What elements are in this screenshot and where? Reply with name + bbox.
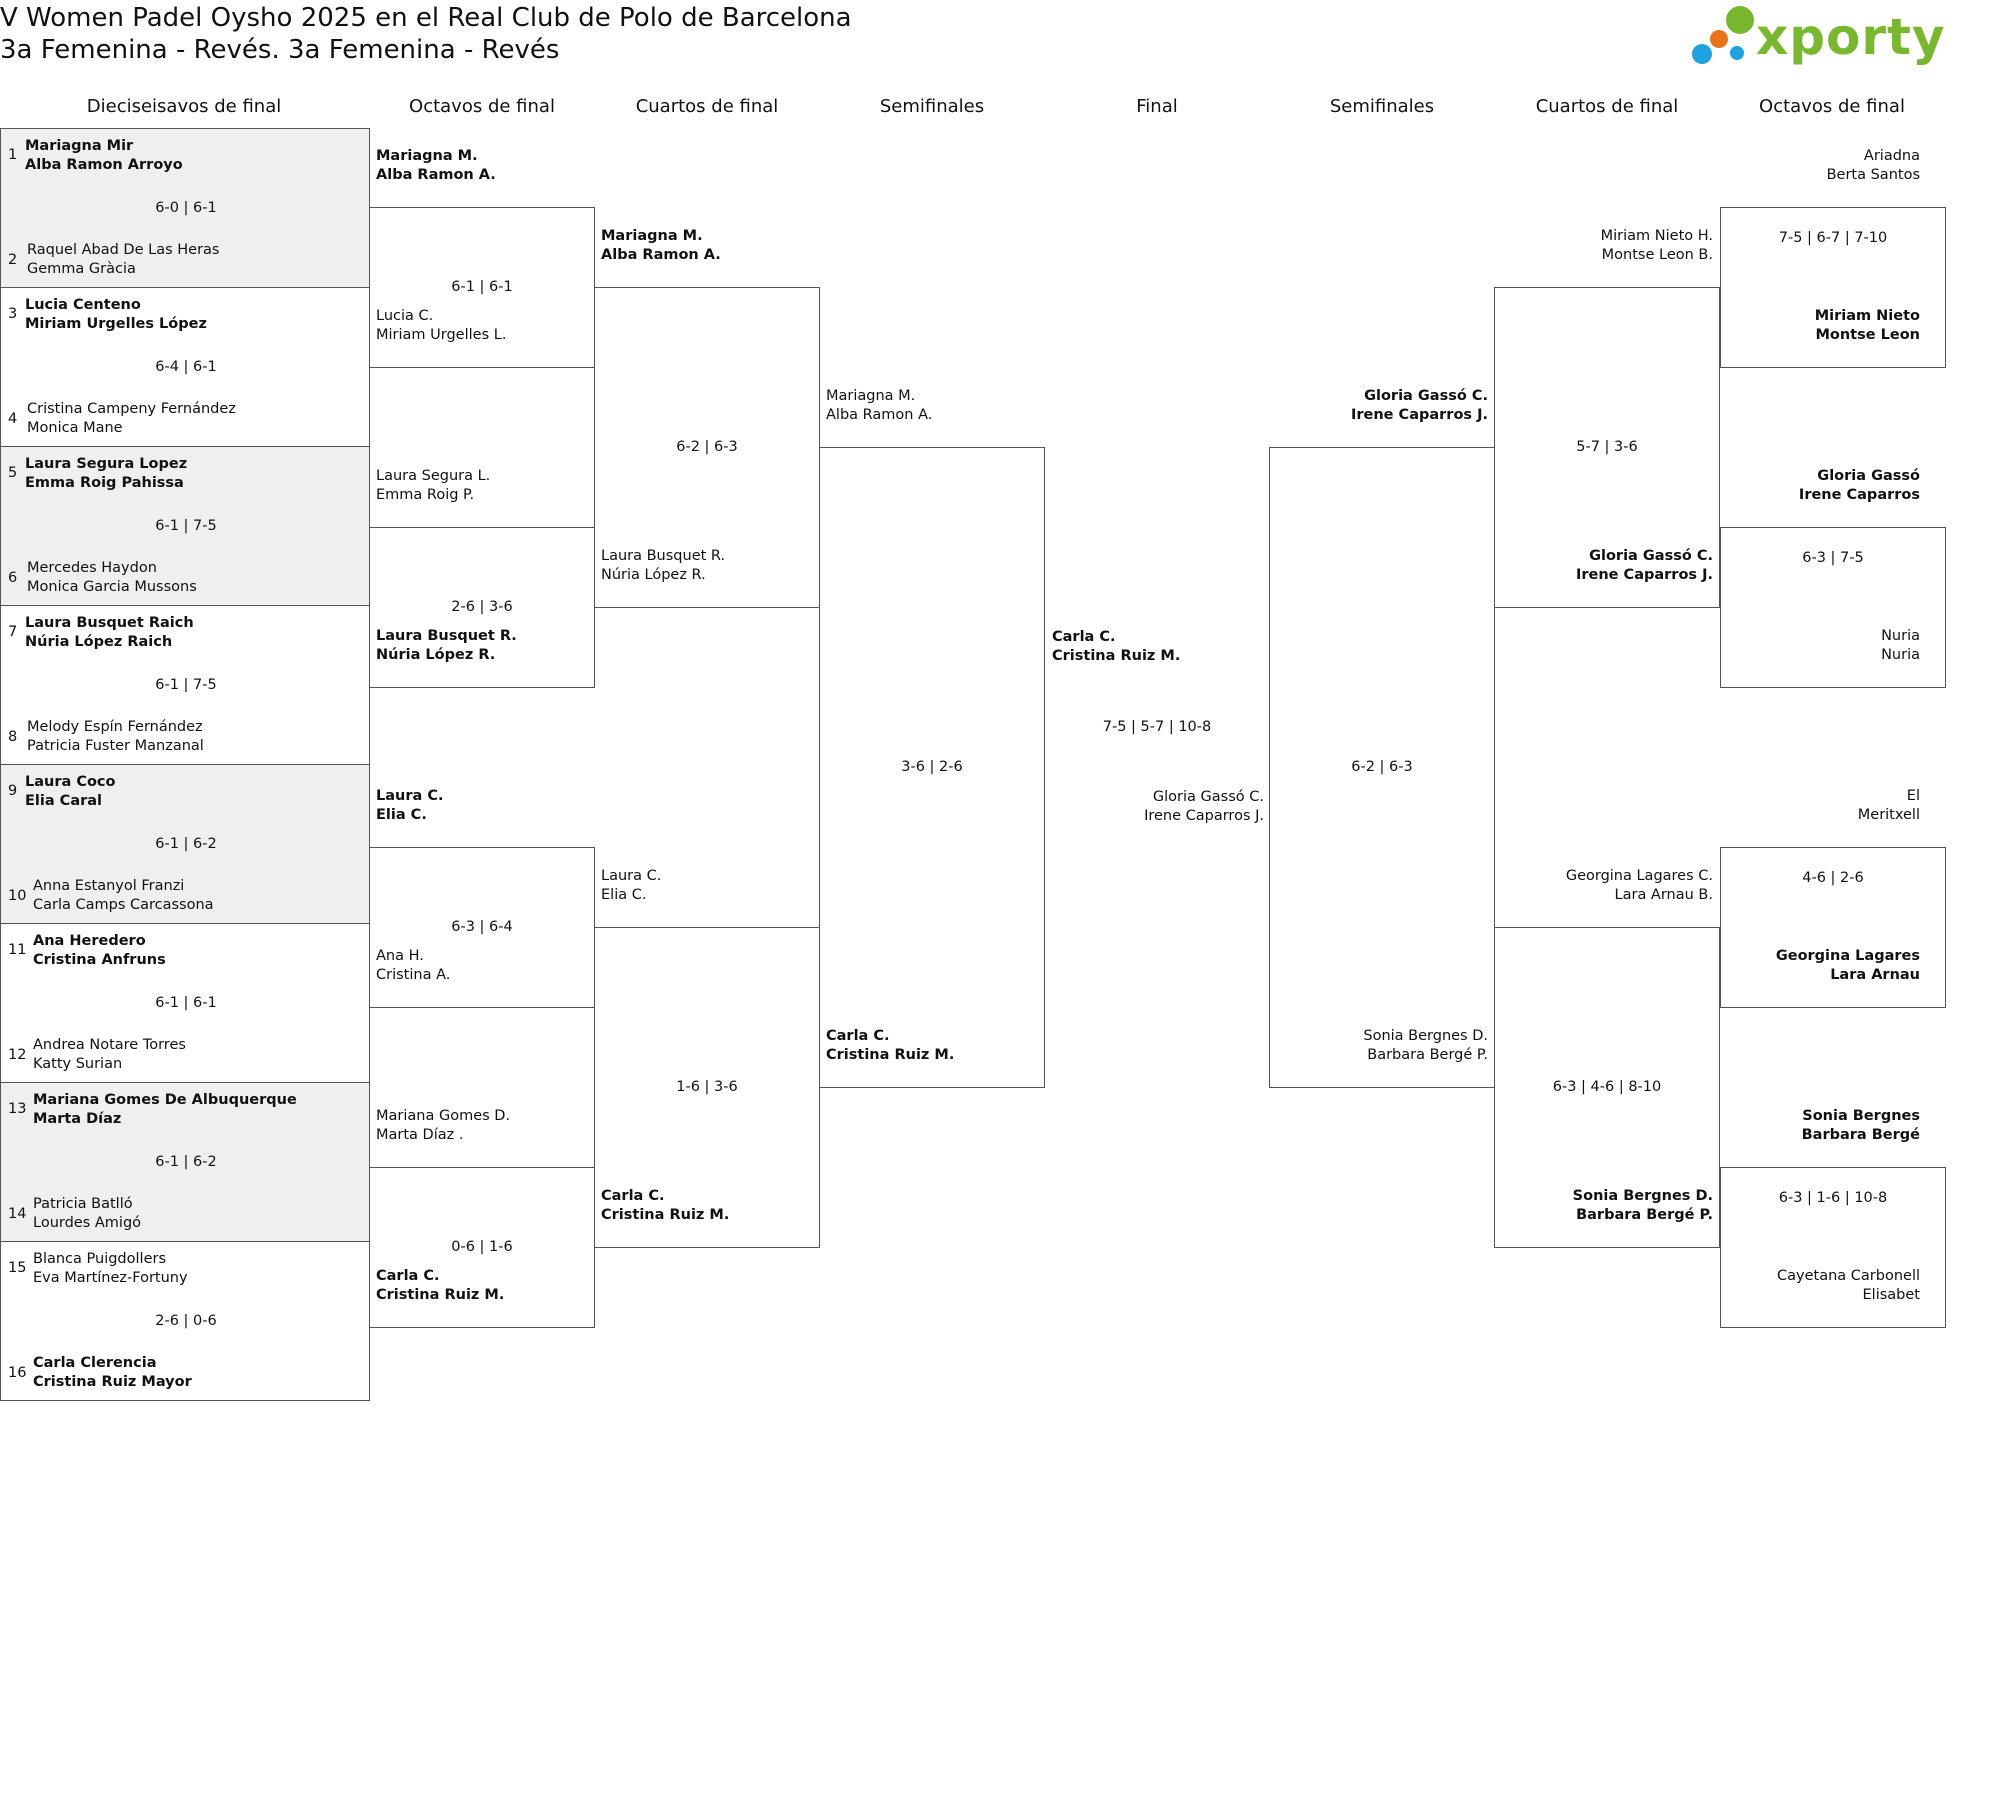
player-name: Miriam Nieto H. xyxy=(1600,228,1713,244)
match-score: 6-0 | 6-1 xyxy=(155,200,217,216)
team-pair[interactable] xyxy=(376,787,592,825)
player-name: Cayetana Carbonell xyxy=(1777,1268,1920,1284)
player-name: Mercedes Haydon xyxy=(27,560,157,576)
seed-number: 4 xyxy=(8,411,18,427)
team-pair[interactable] xyxy=(826,387,1042,425)
match-score: 6-3 | 4-6 | 8-10 xyxy=(1552,1079,1662,1095)
team-pair[interactable] xyxy=(1700,147,1920,185)
player-name: Mariana Gomes De Albuquerque xyxy=(33,1092,297,1108)
player-name: Cristina Ruiz M. xyxy=(826,1047,955,1063)
logo-text: xporty xyxy=(1756,8,1946,66)
match-score: 3-6 | 2-6 xyxy=(901,759,963,775)
match-score: 6-3 | 7-5 xyxy=(1802,550,1864,566)
player-name: Lara Arnau B. xyxy=(1614,887,1713,903)
team-pair[interactable] xyxy=(376,1267,592,1305)
player-name: Monica Mane xyxy=(27,420,123,436)
seed-number: 13 xyxy=(8,1101,27,1117)
team-pair[interactable] xyxy=(1046,788,1264,826)
player-name: Elisabet xyxy=(1862,1287,1920,1303)
team-pair[interactable] xyxy=(376,467,592,505)
seed-number: 7 xyxy=(8,624,18,640)
player-name: Nuria xyxy=(1881,647,1920,663)
match-score: 6-1 | 6-2 xyxy=(155,1154,217,1170)
team-pair[interactable] xyxy=(1700,307,1920,345)
player-name: Mariagna M. xyxy=(601,228,703,244)
round-header: Octavos de final xyxy=(1759,96,1905,117)
match-score: 0-6 | 1-6 xyxy=(451,1239,513,1255)
player-name: Elia C. xyxy=(376,807,427,823)
match-score: 7-5 | 5-7 | 10-8 xyxy=(1102,719,1212,735)
team-pair[interactable] xyxy=(1497,227,1713,265)
player-name: Carla C. xyxy=(601,1188,665,1204)
player-name: Carla C. xyxy=(376,1268,440,1284)
player-name: Nuria xyxy=(1881,628,1920,644)
player-name: Carla C. xyxy=(826,1028,890,1044)
player-name: Laura Segura Lopez xyxy=(25,456,188,472)
match-score: 5-7 | 3-6 xyxy=(1576,439,1638,455)
match-score: 6-1 | 6-1 xyxy=(155,995,217,1011)
player-name: Mariana Gomes D. xyxy=(376,1108,511,1124)
seed-number: 3 xyxy=(8,306,18,322)
seed-number: 6 xyxy=(8,570,18,586)
match-score: 6-1 | 6-2 xyxy=(155,836,217,852)
player-name: Núria López Raich xyxy=(25,634,173,650)
player-name: Lucia C. xyxy=(376,308,434,324)
tournament-title: V Women Padel Oysho 2025 en el Real Club de Polo de Barcelona xyxy=(0,3,852,33)
seed-number: 1 xyxy=(8,147,18,163)
match-box[interactable] xyxy=(0,1082,370,1242)
player-name: Ariadna xyxy=(1863,148,1920,164)
seed-number: 12 xyxy=(8,1047,27,1063)
player-name: Miriam Urgelles López xyxy=(25,316,207,332)
seed-number: 16 xyxy=(8,1365,27,1381)
team-pair[interactable] xyxy=(1700,627,1920,665)
player-name: Laura Segura L. xyxy=(376,468,491,484)
player-name: Cristina Ruiz M. xyxy=(601,1207,730,1223)
player-name: Ana H. xyxy=(376,948,424,964)
player-name: Alba Ramon Arroyo xyxy=(25,157,183,173)
team-pair[interactable] xyxy=(1700,1107,1920,1145)
player-name: Monica Garcia Mussons xyxy=(27,579,197,595)
player-name: Patricia Fuster Manzanal xyxy=(27,738,204,754)
player-name: Melody Espín Fernández xyxy=(27,719,203,735)
player-name: Núria López R. xyxy=(601,567,706,583)
player-name: Barbara Bergé P. xyxy=(1367,1047,1488,1063)
team-pair[interactable] xyxy=(1700,787,1920,825)
match-score: 6-3 | 1-6 | 10-8 xyxy=(1778,1190,1888,1206)
team-pair[interactable] xyxy=(376,1107,592,1145)
player-name: Georgina Lagares C. xyxy=(1565,868,1713,884)
round-header: Final xyxy=(1136,96,1178,117)
player-name: Meritxell xyxy=(1857,807,1920,823)
match-box[interactable] xyxy=(0,605,370,765)
player-name: Miriam Nieto xyxy=(1814,308,1920,324)
match-box[interactable] xyxy=(0,923,370,1083)
match-score: 6-2 | 6-3 xyxy=(1351,759,1413,775)
player-name: Irene Caparros J. xyxy=(1575,567,1713,583)
xporty-logo[interactable] xyxy=(1690,4,1946,70)
player-name: El xyxy=(1906,788,1920,804)
player-name: Gloria Gassó C. xyxy=(1152,789,1264,805)
player-name: Lucia Centeno xyxy=(25,297,141,313)
player-name: Lara Arnau xyxy=(1830,967,1920,983)
player-name: Katty Surian xyxy=(33,1056,123,1072)
round-header: Semifinales xyxy=(1329,96,1435,117)
team-pair[interactable] xyxy=(601,227,817,265)
player-name: Laura Busquet Raich xyxy=(25,615,194,631)
player-name: Mariagna M. xyxy=(826,388,916,404)
seed-number: 2 xyxy=(8,252,18,268)
team-pair[interactable] xyxy=(826,1027,1042,1065)
team-pair[interactable] xyxy=(1272,387,1488,425)
team-pair[interactable] xyxy=(1272,1027,1488,1065)
player-name: Emma Roig P. xyxy=(376,487,475,503)
match-score: 6-4 | 6-1 xyxy=(155,359,217,375)
player-name: Cristina Ruiz M. xyxy=(1052,648,1181,664)
match-score: 6-3 | 6-4 xyxy=(451,919,513,935)
match-box[interactable] xyxy=(0,1241,370,1401)
player-name: Patricia Batlló xyxy=(33,1196,133,1212)
player-name: Laura Busquet R. xyxy=(376,628,517,644)
round-header: Cuartos de final xyxy=(1535,96,1679,117)
seed-number: 10 xyxy=(8,888,27,904)
category-title: 3a Femenina - Revés. 3a Femenina - Revés xyxy=(0,35,560,65)
player-name: Cristina Campeny Fernández xyxy=(27,401,236,417)
round-header: Semifinales xyxy=(879,96,985,117)
match-box[interactable] xyxy=(0,287,370,447)
player-name: Miriam Urgelles L. xyxy=(376,327,507,343)
seed-number: 5 xyxy=(8,465,18,481)
player-name: Gloria Gassó C. xyxy=(1364,388,1488,404)
player-name: Barbara Bergé xyxy=(1801,1127,1920,1143)
player-name: Mariagna Mir xyxy=(25,138,134,154)
player-name: Elia Caral xyxy=(25,793,103,809)
match-score: 4-6 | 2-6 xyxy=(1802,870,1864,886)
player-name: Montse Leon B. xyxy=(1601,247,1713,263)
team-pair[interactable] xyxy=(1497,1187,1713,1225)
player-name: Sonia Bergnes D. xyxy=(1572,1188,1713,1204)
team-pair[interactable] xyxy=(1700,467,1920,505)
match-score: 7-5 | 6-7 | 7-10 xyxy=(1778,230,1888,246)
match-score: 2-6 | 3-6 xyxy=(451,599,513,615)
team-pair[interactable] xyxy=(1052,628,1252,666)
player-name: Barbara Bergé P. xyxy=(1576,1207,1713,1223)
player-name: Eva Martínez-Fortuny xyxy=(33,1270,188,1286)
team-pair[interactable] xyxy=(376,947,592,985)
player-name: Lourdes Amigó xyxy=(33,1215,142,1231)
logo-dot-green-icon xyxy=(1726,6,1754,34)
team-pair[interactable] xyxy=(601,867,817,905)
team-pair[interactable] xyxy=(601,1187,817,1225)
round-header: Octavos de final xyxy=(409,96,555,117)
player-name: Sonia Bergnes D. xyxy=(1363,1028,1488,1044)
player-name: Laura C. xyxy=(376,788,444,804)
match-box[interactable] xyxy=(0,764,370,924)
seed-number: 14 xyxy=(8,1206,27,1222)
player-name: Andrea Notare Torres xyxy=(33,1037,186,1053)
player-name: Laura C. xyxy=(601,868,662,884)
round-header: Cuartos de final xyxy=(635,96,779,117)
match-score: 2-6 | 0-6 xyxy=(155,1313,217,1329)
player-name: Gloria Gassó xyxy=(1817,468,1920,484)
player-name: Alba Ramon A. xyxy=(601,247,721,263)
player-name: Irene Caparros J. xyxy=(1350,407,1488,423)
player-name: Carla Clerencia xyxy=(33,1355,157,1371)
team-pair[interactable] xyxy=(376,307,592,345)
player-name: Sonia Bergnes xyxy=(1802,1108,1920,1124)
player-name: Cristina Ruiz Mayor xyxy=(33,1374,192,1390)
player-name: Gemma Gràcia xyxy=(27,261,136,277)
match-score: 6-2 | 6-3 xyxy=(676,439,738,455)
player-name: Mariagna M. xyxy=(376,148,478,164)
player-name: Laura Busquet R. xyxy=(601,548,726,564)
logo-dot-blue-small-icon xyxy=(1730,46,1744,60)
round-header: Dieciseisavos de final xyxy=(86,96,282,117)
logo-dot-blue-icon xyxy=(1692,44,1712,64)
match-score: 1-6 | 3-6 xyxy=(676,1079,738,1095)
team-pair[interactable] xyxy=(601,547,817,585)
player-name: Cristina A. xyxy=(376,967,451,983)
player-name: Irene Caparros xyxy=(1798,487,1920,503)
player-name: Georgina Lagares xyxy=(1775,948,1920,964)
team-pair[interactable] xyxy=(376,627,592,665)
player-name: Alba Ramon A. xyxy=(826,407,933,423)
match-box[interactable] xyxy=(0,446,370,606)
team-pair[interactable] xyxy=(1497,547,1713,585)
player-name: Alba Ramon A. xyxy=(376,167,496,183)
player-name: Elia C. xyxy=(601,887,647,903)
match-score: 6-1 | 7-5 xyxy=(155,677,217,693)
player-name: Cristina Ruiz M. xyxy=(376,1287,505,1303)
player-name: Laura Coco xyxy=(25,774,116,790)
match-score: 6-1 | 6-1 xyxy=(451,279,513,295)
team-pair[interactable] xyxy=(1700,1267,1920,1305)
player-name: Carla C. xyxy=(1052,629,1116,645)
player-name: Emma Roig Pahissa xyxy=(25,475,184,491)
player-name: Anna Estanyol Franzi xyxy=(33,878,185,894)
player-name: Raquel Abad De Las Heras xyxy=(27,242,220,258)
player-name: Ana Heredero xyxy=(33,933,146,949)
team-pair[interactable] xyxy=(1700,947,1920,985)
player-name: Blanca Puigdollers xyxy=(33,1251,166,1267)
seed-number: 9 xyxy=(8,783,18,799)
match-score: 6-1 | 7-5 xyxy=(155,518,217,534)
player-name: Berta Santos xyxy=(1826,167,1920,183)
match-box[interactable] xyxy=(0,128,370,288)
team-pair[interactable] xyxy=(1497,867,1713,905)
logo-dot-orange-icon xyxy=(1710,30,1728,48)
player-name: Cristina Anfruns xyxy=(33,952,166,968)
player-name: Marta Díaz . xyxy=(376,1127,464,1143)
player-name: Carla Camps Carcassona xyxy=(33,897,214,913)
team-pair[interactable] xyxy=(376,147,592,185)
seed-number: 15 xyxy=(8,1260,27,1276)
seed-number: 11 xyxy=(8,942,27,958)
player-name: Montse Leon xyxy=(1815,327,1920,343)
player-name: Irene Caparros J. xyxy=(1144,808,1264,824)
seed-number: 8 xyxy=(8,729,18,745)
player-name: Marta Díaz xyxy=(33,1111,122,1127)
player-name: Núria López R. xyxy=(376,647,496,663)
player-name: Gloria Gassó C. xyxy=(1589,548,1713,564)
